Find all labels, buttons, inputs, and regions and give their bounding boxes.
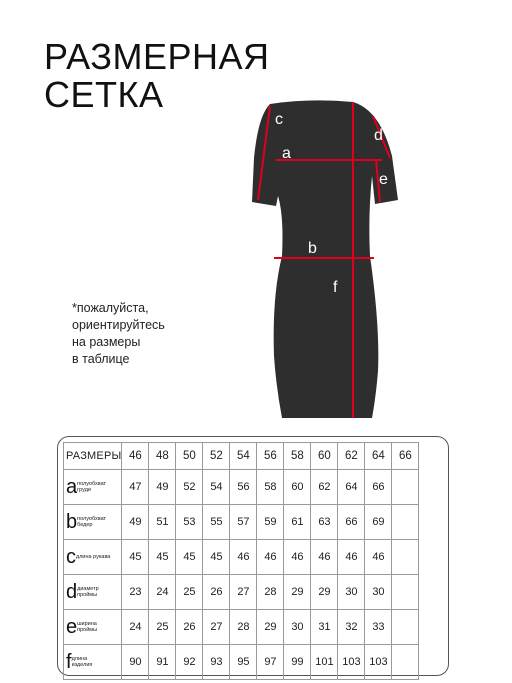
- measurement-value: 52: [176, 470, 203, 505]
- measurement-value: 29: [311, 575, 338, 610]
- measurement-value: 25: [149, 610, 176, 645]
- measurement-value: 33: [365, 610, 392, 645]
- label-e: e: [379, 171, 388, 188]
- size-header-cell: 46: [122, 443, 149, 470]
- measurement-value: 66: [365, 470, 392, 505]
- size-header-cell: 54: [230, 443, 257, 470]
- measurement-row-f: [64, 645, 419, 680]
- measurement-value: 62: [311, 470, 338, 505]
- measurement-name: полуобхват бедер: [77, 516, 107, 528]
- measurement-label: [64, 645, 122, 680]
- note-line-3: на размеры: [72, 335, 141, 349]
- measurement-value: 103: [338, 645, 365, 680]
- title-line-1: РАЗМЕРНАЯ: [44, 36, 270, 77]
- size-table: [63, 442, 419, 680]
- measurement-value: 60: [284, 470, 311, 505]
- size-header-cell: 64: [365, 443, 392, 470]
- measurement-letter: e: [66, 616, 78, 638]
- sizes-header-label: РАЗМЕРЫ: [64, 443, 122, 470]
- measurement-value: 46: [338, 540, 365, 575]
- measurement-value: 31: [311, 610, 338, 645]
- measurement-value: 46: [257, 540, 284, 575]
- measurement-value: 49: [122, 505, 149, 540]
- measurement-value: [392, 540, 419, 575]
- label-b: b: [308, 240, 317, 257]
- size-header-cell: 62: [338, 443, 365, 470]
- measurement-value: 46: [230, 540, 257, 575]
- measurement-value: 90: [122, 645, 149, 680]
- measurement-value: 28: [257, 575, 284, 610]
- size-header-cell: 56: [257, 443, 284, 470]
- measurement-value: 24: [149, 575, 176, 610]
- size-note: [72, 300, 165, 368]
- size-header-cell: 58: [284, 443, 311, 470]
- measurement-letter: c: [66, 546, 76, 568]
- note-line-4: в таблице: [72, 352, 130, 366]
- measurement-value: 45: [176, 540, 203, 575]
- measurement-value: [392, 610, 419, 645]
- measurement-letter: f: [66, 651, 72, 673]
- measurement-value: [392, 645, 419, 680]
- measurement-name: длина рукава: [76, 554, 111, 560]
- measurement-value: 51: [149, 505, 176, 540]
- page-title: [44, 38, 269, 114]
- measurement-label: [64, 540, 122, 575]
- note-line-1: *пожалуйста,: [72, 301, 149, 315]
- measurement-value: [392, 575, 419, 610]
- size-header-cell: 52: [203, 443, 230, 470]
- measurement-row-d: [64, 575, 419, 610]
- measurement-value: 49: [149, 470, 176, 505]
- measurement-value: 69: [365, 505, 392, 540]
- measurement-value: 46: [311, 540, 338, 575]
- measurement-letter: b: [66, 511, 78, 533]
- label-f: f: [333, 279, 338, 296]
- measurement-value: 58: [257, 470, 284, 505]
- measurement-value: 57: [230, 505, 257, 540]
- measurement-label: [64, 505, 122, 540]
- dress-silhouette: [252, 100, 398, 418]
- measurement-value: 27: [203, 610, 230, 645]
- measurement-letter: a: [66, 476, 78, 498]
- measurement-name: диаметр проймы: [77, 586, 99, 598]
- measurement-value: 45: [122, 540, 149, 575]
- measurement-label: [64, 470, 122, 505]
- label-a: a: [282, 145, 291, 162]
- size-header-row: [64, 443, 419, 470]
- dress-diagram: [240, 96, 410, 426]
- measurement-value: 54: [203, 470, 230, 505]
- measurement-value: 92: [176, 645, 203, 680]
- measurement-name: полуобхват груди: [77, 481, 107, 493]
- size-header-cell: 60: [311, 443, 338, 470]
- note-line-2: ориентируйтесь: [72, 318, 165, 332]
- measurement-value: 59: [257, 505, 284, 540]
- measurement-value: 93: [203, 645, 230, 680]
- measurement-value: 46: [284, 540, 311, 575]
- measurement-value: 24: [122, 610, 149, 645]
- measurement-value: 29: [257, 610, 284, 645]
- measurement-value: [392, 470, 419, 505]
- measurement-value: 45: [149, 540, 176, 575]
- measurement-value: 46: [365, 540, 392, 575]
- measurement-value: 27: [230, 575, 257, 610]
- measurement-value: 30: [284, 610, 311, 645]
- measurement-value: 61: [284, 505, 311, 540]
- label-d: d: [374, 127, 383, 144]
- measurement-label: [64, 610, 122, 645]
- measurement-value: 99: [284, 645, 311, 680]
- measurement-value: 55: [203, 505, 230, 540]
- measurement-value: 47: [122, 470, 149, 505]
- measurement-value: 91: [149, 645, 176, 680]
- measurement-value: 28: [230, 610, 257, 645]
- measurement-value: 45: [203, 540, 230, 575]
- measurement-value: 64: [338, 470, 365, 505]
- measurement-value: 32: [338, 610, 365, 645]
- label-c: c: [275, 111, 283, 128]
- measurement-letter: d: [66, 581, 78, 603]
- measurement-value: 30: [338, 575, 365, 610]
- measurement-value: 63: [311, 505, 338, 540]
- measurement-value: 56: [230, 470, 257, 505]
- size-header-cell: 66: [392, 443, 419, 470]
- measurement-value: 97: [257, 645, 284, 680]
- measurement-value: 53: [176, 505, 203, 540]
- measurement-value: 95: [230, 645, 257, 680]
- measurement-value: [392, 505, 419, 540]
- measurement-row-e: [64, 610, 419, 645]
- measurement-value: 26: [176, 610, 203, 645]
- measurement-label: [64, 575, 122, 610]
- measurement-value: 103: [365, 645, 392, 680]
- title-line-2: СЕТКА: [44, 74, 164, 115]
- measurement-name: длина изделия: [71, 656, 93, 668]
- measurement-row-a: [64, 470, 419, 505]
- measurement-value: 26: [203, 575, 230, 610]
- measurement-row-b: [64, 505, 419, 540]
- measurement-value: 23: [122, 575, 149, 610]
- measurement-name: ширина проймы: [77, 621, 98, 633]
- measurement-value: 29: [284, 575, 311, 610]
- measurement-value: 30: [365, 575, 392, 610]
- measurement-row-c: [64, 540, 419, 575]
- size-header-cell: 48: [149, 443, 176, 470]
- size-header-cell: 50: [176, 443, 203, 470]
- measurement-value: 101: [311, 645, 338, 680]
- measurement-value: 25: [176, 575, 203, 610]
- measurement-value: 66: [338, 505, 365, 540]
